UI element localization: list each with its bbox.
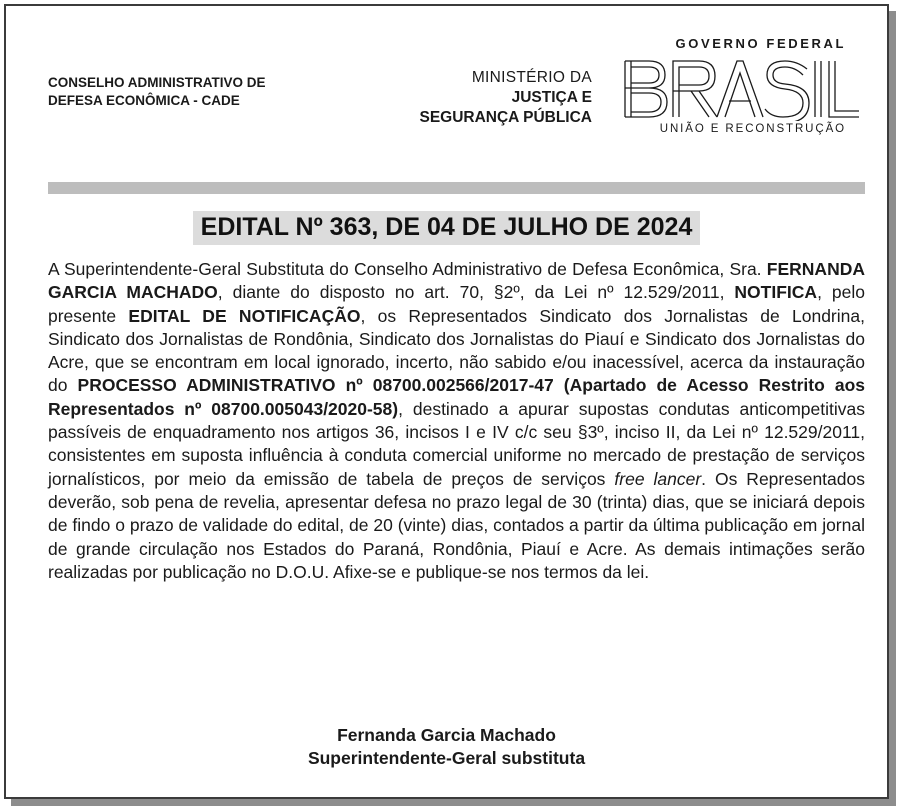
body-name-bold: FERNANDA GARCIA MACHADO xyxy=(48,259,865,303)
body-segment: , os Representados Sindicato dos Jornalistas de Londrina, Sindicato dos Jornalistas de Rondônia, Sindicato dos Jornalistas do Piauí e Sindicato dos Jornalistas do Acre, que se encontram em local ignorado, incerto, não sabido e/ou inacessível, acerca da instauração do xyxy=(48,305,865,396)
ministry-line-1: MINISTÉRIO DA xyxy=(471,69,592,86)
body-segment: A Superintendente-Geral Substituta do Conselho Administrativo de Defesa Econômica, Sra. xyxy=(48,259,767,279)
notice-body xyxy=(48,258,865,584)
government-logo xyxy=(621,36,866,135)
body-segment: , destinado a apurar supostas condutas anticompetitivas passíveis de enquadramento nos artigos 36, incisos I e IV c/c seu §3º, inciso II, da Lei nº 12.529/2011, consistentes em suposta influência à conduta comercial uniforme no mercado de prestação de serviços jornalísticos, por meio da emissão de tabela de preços de serviços xyxy=(48,398,865,489)
agency-line-1: CONSELHO ADMINISTRATIVO DE xyxy=(48,75,266,90)
signature-block xyxy=(6,724,887,770)
ministry-line-3: SEGURANÇA PÚBLICA xyxy=(419,109,592,126)
ministry-line-2: JUSTIÇA E xyxy=(511,89,592,106)
body-segment: . Os Representados deverão, sob pena de revelia, apresentar defesa no prazo legal de 30 (trinta) dias, que se iniciará depois de findo o prazo de validade do edital, de 20 (vinte) dias, contados a partir da última publicação em jornal de grande circulação nos Estados do Paraná, Rondônia, Piauí e Acre. As demais intimações serão realizadas por publicação no D.O.U. Afixe-se e publique-se nos termos da lei. xyxy=(48,468,865,582)
notice-title xyxy=(6,211,887,245)
signature-role: Superintendente-Geral substituta xyxy=(307,748,586,768)
body-processo-bold: PROCESSO ADMINISTRATIVO nº 08700.002566/2017-47 (Apartado de Acesso Restrito aos Representados nº 08700.005043/2020-58) xyxy=(48,375,865,419)
body-segment: , diante do disposto no art. 70, §2º, da Lei nº 12.529/2011, xyxy=(217,282,735,303)
gov-top-label: GOVERNO FEDERAL xyxy=(675,36,846,51)
header-divider xyxy=(48,182,865,194)
agency-line-2: DEFESA ECONÔMICA - CADE xyxy=(48,93,240,108)
body-free-lancer-italic: free lancer xyxy=(614,468,702,489)
body-edital-bold: EDITAL DE NOTIFICAÇÃO xyxy=(128,305,361,326)
body-notifica-bold: NOTIFICA xyxy=(734,282,818,303)
gov-bottom-label: UNIÃO E RECONSTRUÇÃO xyxy=(659,123,846,135)
body-segment: , pelo presente xyxy=(48,282,865,326)
signature-name: Fernanda Garcia Machado xyxy=(337,725,556,745)
ministry-name xyxy=(419,68,592,128)
agency-name xyxy=(48,74,266,110)
brasil-logo-icon xyxy=(621,57,861,121)
notice-title-text: EDITAL Nº 363, DE 04 DE JULHO DE 2024 xyxy=(193,211,701,245)
notice-frame xyxy=(4,4,889,799)
